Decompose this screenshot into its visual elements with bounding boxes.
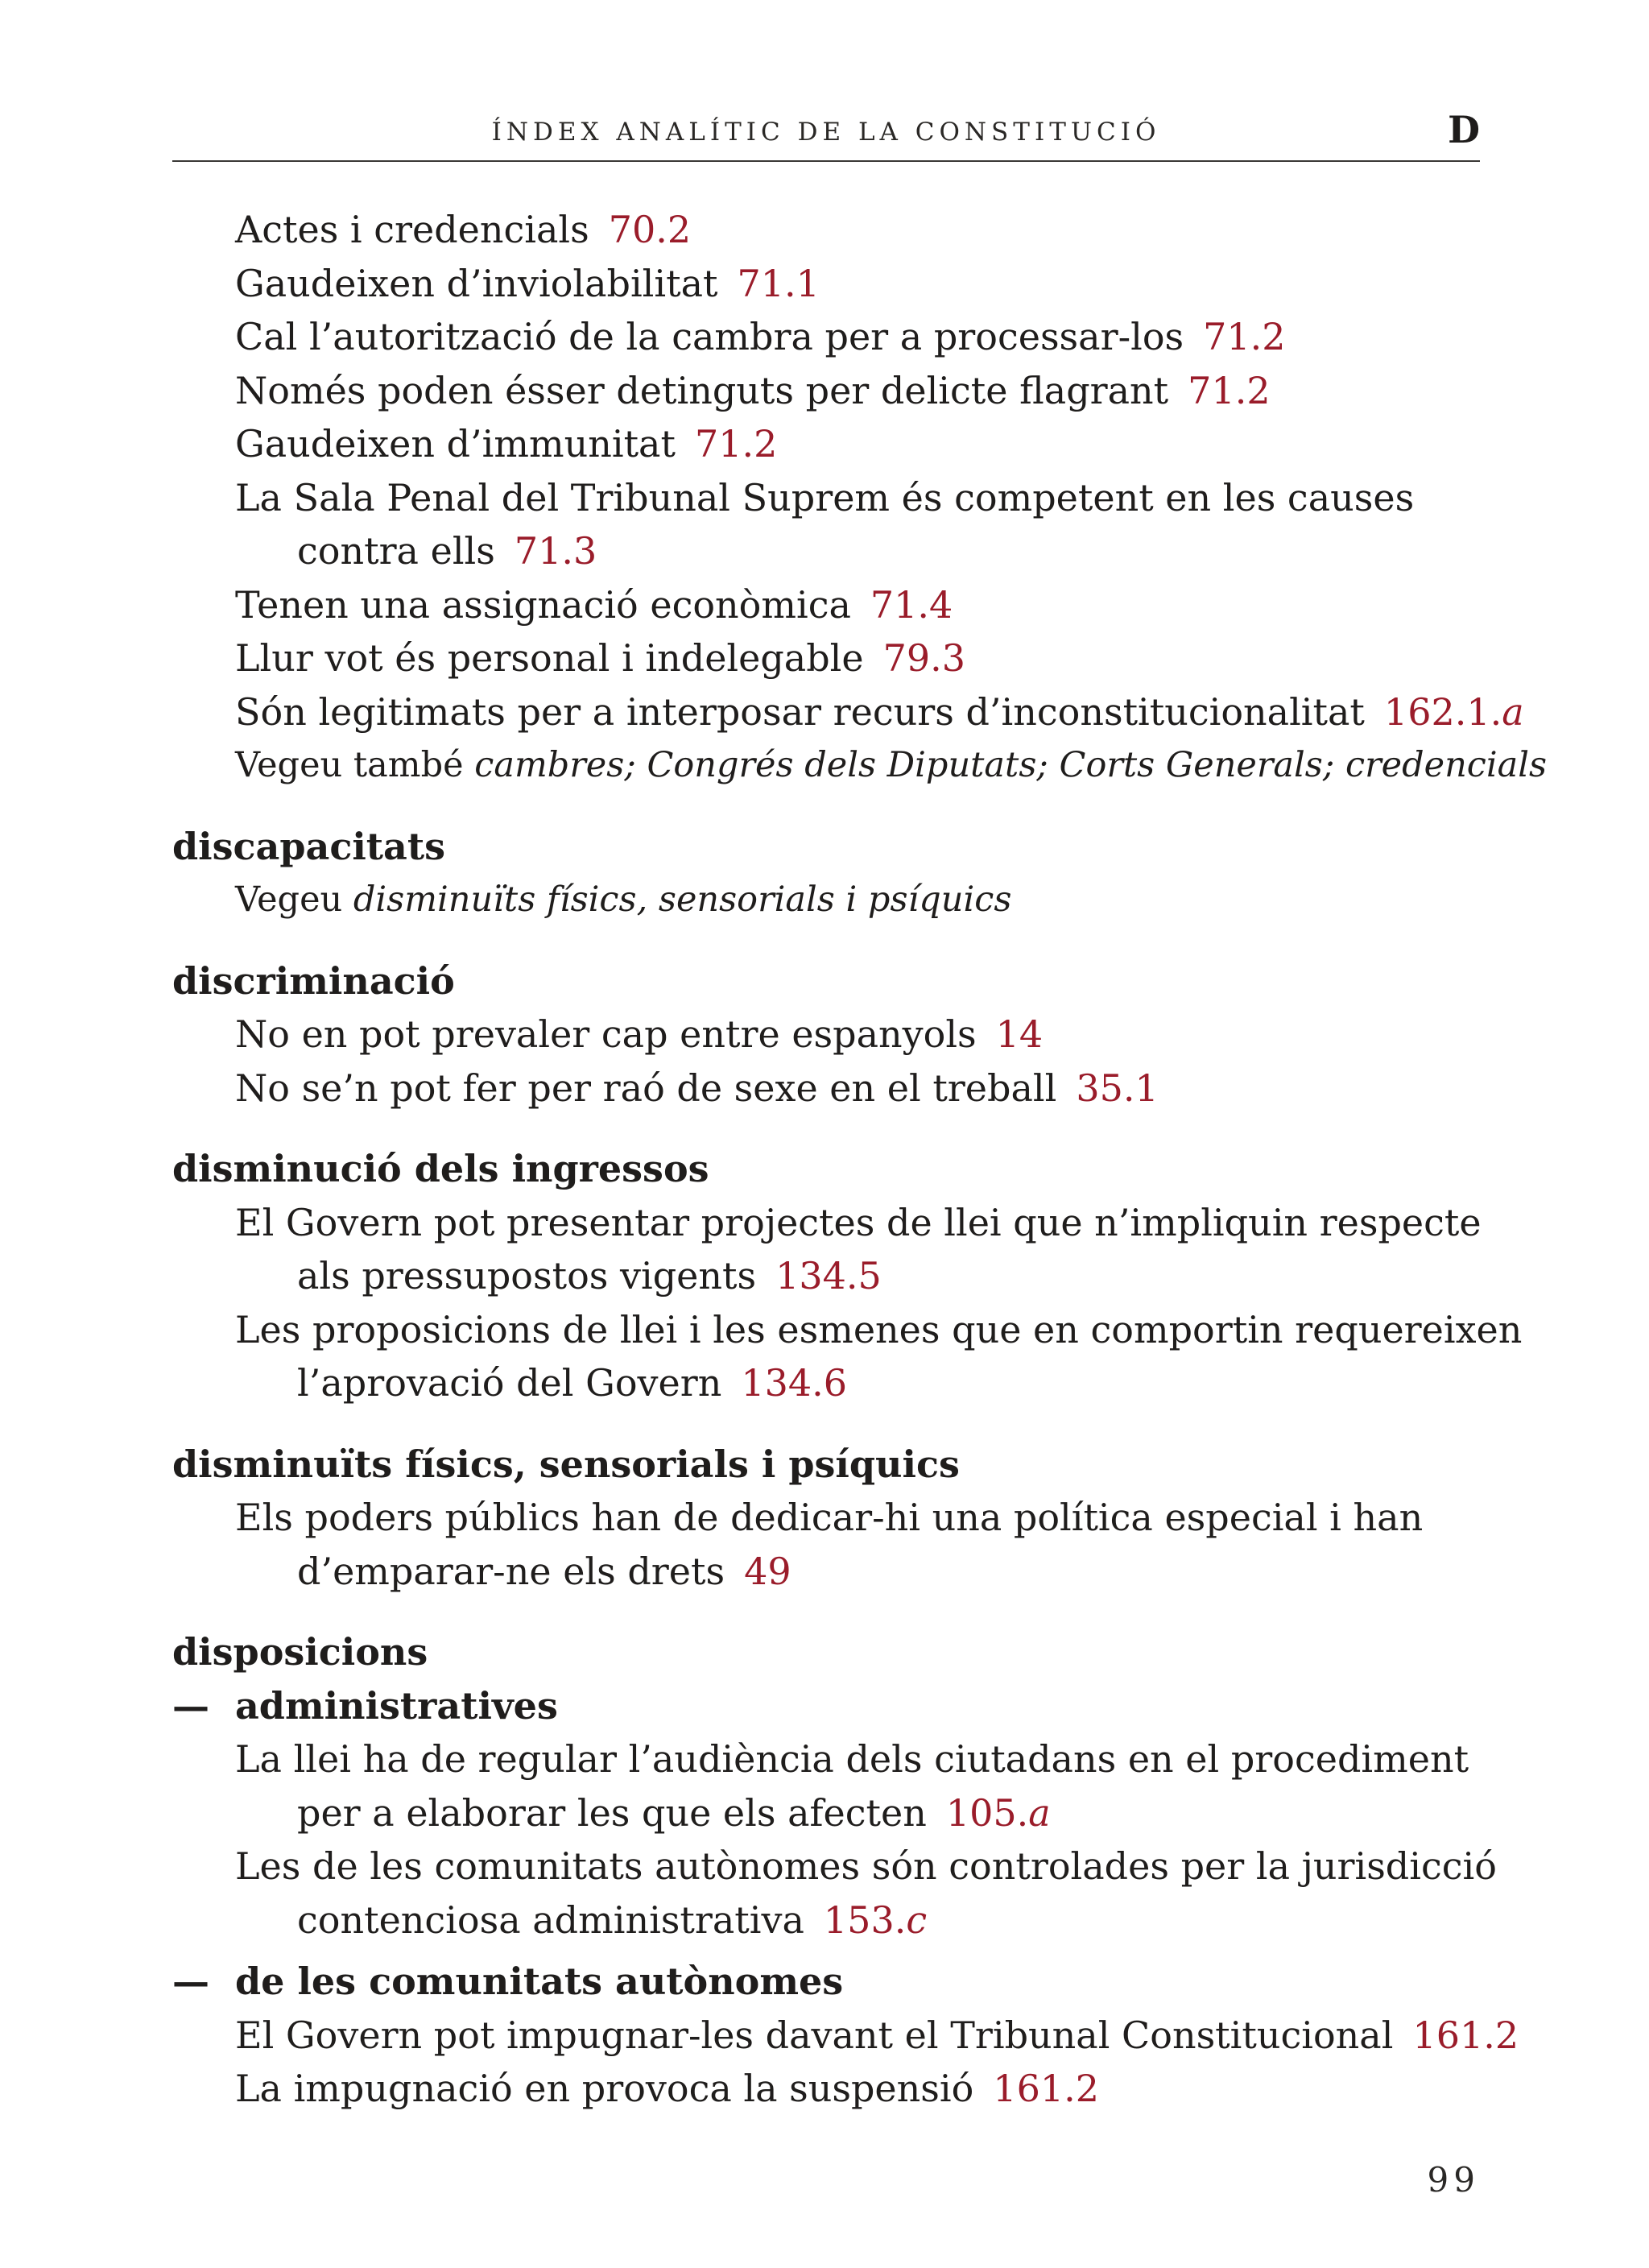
see-also-reference (172, 739, 1548, 793)
entry-reference: 161.2 (993, 2067, 1099, 2110)
index-entry (172, 1491, 1480, 1545)
index-headword: discapacitats (172, 824, 446, 868)
index-entry (172, 685, 1524, 739)
entry-text: Els poders públics han de dedicar-hi una política especial i han (235, 1496, 1424, 1539)
entry-text: Cal l’autorització de la cambra per a processar-los (235, 315, 1184, 358)
index-entry-continuation (172, 1893, 1480, 1947)
entry-reference: 71.4 (870, 582, 953, 627)
index-entry (172, 1196, 1480, 1250)
index-entry (172, 1732, 1480, 1786)
entry-text: La Sala Penal del Tribunal Suprem és competent en les causes (235, 475, 1415, 519)
page-number: 99 (1427, 2160, 1480, 2200)
section-letter: D (1448, 108, 1480, 151)
index-entry-continuation (172, 524, 1480, 578)
index-body (172, 203, 1548, 2116)
index-entry (172, 417, 1480, 471)
entry-reference: 161.2 (1412, 2013, 1519, 2057)
index-entry (172, 1008, 1480, 1062)
see-label: Vegeu també (235, 745, 464, 785)
entry-text: Són legitimats per a interposar recurs d’inconstitucionalitat (235, 689, 1365, 734)
entry-reference: 71.2 (694, 422, 778, 466)
entry-text: El Govern pot impugnar-les davant el Tribunal Constitucional (235, 2013, 1394, 2057)
subheading-term: de les comunitats autònomes (235, 1960, 844, 2003)
entry-reference: 134.6 (741, 1361, 848, 1405)
index-subheading (172, 1955, 1480, 2009)
see-label: Vegeu (235, 879, 343, 920)
see-targets: cambres; Congrés dels Diputats; Corts Generals; credencials (474, 745, 1548, 785)
entry-reference: 153.c (823, 1898, 928, 1942)
index-headword: discriminació (172, 958, 455, 1003)
index-entry-continuation (172, 1545, 1480, 1599)
entry-text: Les proposicions de llei i les esmenes que en comportin requereixen (235, 1307, 1523, 1351)
entry-text: No se’n pot fer per raó de sexe en el treball (235, 1066, 1057, 1110)
see-reference (172, 873, 1480, 927)
em-dash: — (172, 1960, 209, 2003)
entry-text: Gaudeixen d’inviolabilitat (235, 261, 718, 305)
entry-reference: 70.2 (608, 208, 692, 251)
index-entry (172, 364, 1480, 418)
index-entry (172, 203, 1480, 257)
index-entry (172, 310, 1480, 364)
index-entry (172, 1062, 1480, 1115)
see-targets: disminuïts físics, sensorials i psíquics (353, 879, 1012, 920)
index-headword: disposicions (172, 1630, 428, 1674)
index-entry (172, 631, 1480, 685)
entry-reference: 71.2 (1203, 315, 1286, 358)
entry-reference: 71.2 (1188, 368, 1271, 412)
index-entry-continuation (172, 1249, 1480, 1303)
entry-text: Actes i credencials (235, 208, 589, 251)
em-dash: — (172, 1683, 209, 1728)
entry-text: La llei ha de regular l’audiència dels ciutadans en el procediment (235, 1737, 1469, 1781)
entry-reference: 134.5 (775, 1254, 882, 1297)
entry-text: La impugnació en provoca la suspensió (235, 2067, 974, 2110)
entry-text: Llur vot és personal i indelegable (235, 636, 864, 680)
index-entry (172, 578, 1480, 632)
index-entry (172, 1840, 1497, 1893)
entry-text: El Govern pot presentar projectes de llei que n’impliquin respecte (235, 1200, 1482, 1244)
entry-text: d’emparar-ne els drets (297, 1549, 725, 1593)
entry-reference: 71.1 (737, 261, 820, 305)
entry-text: Tenen una assignació econòmica (235, 582, 851, 627)
entry-text: Les de les comunitats autònomes són controlades per la jurisdicció (235, 1844, 1497, 1888)
entry-reference: 162.1.a (1383, 689, 1524, 734)
entry-text: per a elaborar les que els afecten (297, 1790, 927, 1835)
entry-text: No en pot prevaler cap entre espanyols (235, 1012, 977, 1056)
index-subheading (172, 1679, 1480, 1733)
header-rule (172, 160, 1480, 162)
entry-reference: 105.a (945, 1790, 1051, 1835)
index-entry (172, 471, 1480, 525)
entry-reference: 35.1 (1076, 1066, 1159, 1110)
entry-reference: 79.3 (882, 636, 966, 680)
running-title: ÍNDEX ANALÍTIC DE LA CONSTITUCIÓ (491, 118, 1161, 147)
index-headword: disminució dels ingressos (172, 1147, 709, 1190)
running-head (172, 108, 1480, 159)
entry-text: Gaudeixen d’immunitat (235, 422, 676, 466)
entry-text: contra ells (297, 529, 495, 573)
index-entry (172, 2009, 1519, 2063)
entry-text: l’aprovació del Govern (297, 1361, 722, 1405)
entry-text: Només poden ésser detinguts per delicte flagrant (235, 368, 1169, 412)
subheading-term: administratives (235, 1683, 558, 1728)
entry-text: contenciosa administrativa (297, 1898, 804, 1942)
index-entry (172, 2062, 1480, 2116)
entry-reference: 71.3 (514, 529, 597, 573)
index-entry-continuation (172, 1356, 1480, 1410)
entry-reference: 49 (744, 1549, 791, 1593)
entry-text: als pressupostos vigents (297, 1254, 757, 1297)
index-entry (172, 257, 1480, 311)
index-entry-continuation (172, 1786, 1480, 1840)
entry-reference: 14 (995, 1012, 1044, 1056)
index-entry (172, 1303, 1523, 1357)
index-headword: disminuïts físics, sensorials i psíquics (172, 1442, 960, 1486)
